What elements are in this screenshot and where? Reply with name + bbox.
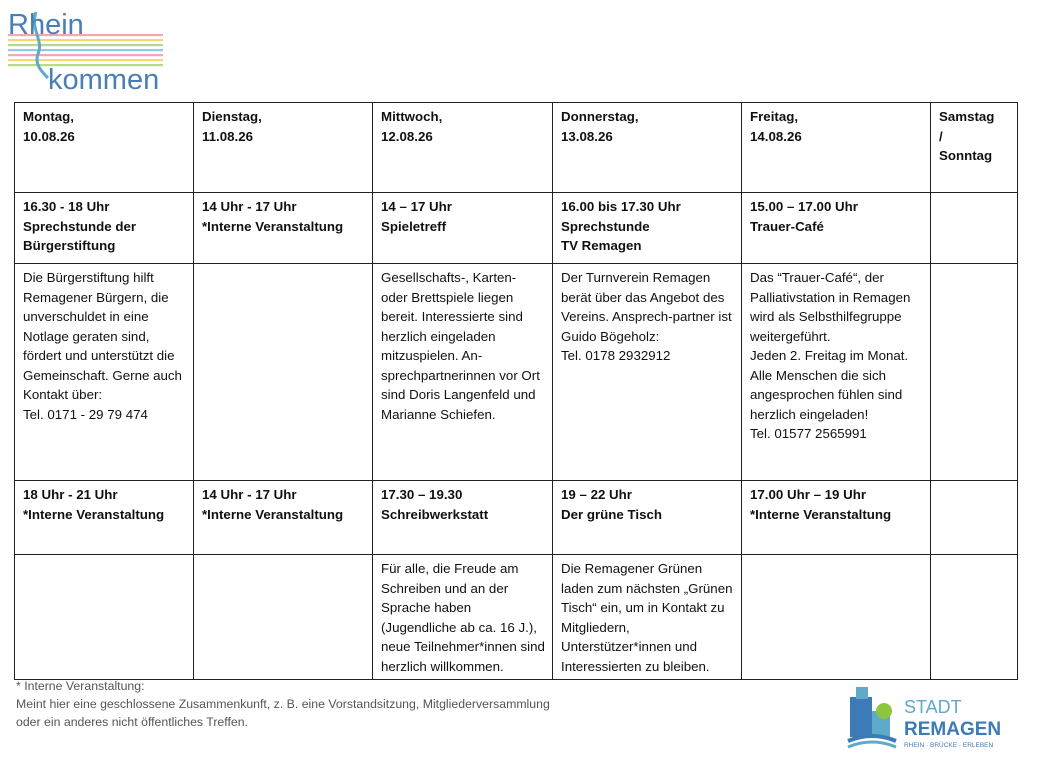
event-row-2	[15, 481, 1018, 555]
event-friday-1: 15.00 – 17.00 Uhr Trauer-Café	[742, 193, 931, 264]
day-weekend: Samstag / Sonntag	[931, 103, 1018, 193]
description-row-2	[15, 555, 1018, 680]
event-weekend-2	[931, 481, 1018, 555]
event-monday-1: 16.30 - 18 Uhr Sprechstunde der Bürgerstiftung	[15, 193, 194, 264]
description-friday-1: Das “Trauer-Café“, der Palliativstation in Remagen wird als Selbsthilfegruppe weitergeführt. Jeden 2. Freitag im Monat. Alle Menschen die sich angesprochen fühlen sind herzlich eingeladen! Tel. 01577 2565991	[742, 264, 931, 481]
logo-line1: Rhein	[8, 9, 84, 41]
description-wednesday-2: Für alle, die Freude am Schreiben und an der Sprache haben (Jugendliche ab ca. 16 J.), neue Teilnehmer*innen sind herzlich willkommen.	[373, 555, 553, 680]
description-tuesday-1	[194, 264, 373, 481]
description-thursday-1: Der Turnverein Remagen berät über das Angebot des Vereins. Ansprech-partner ist Guido Bögeholz: Tel. 0178 2932912	[553, 264, 742, 481]
event-wednesday-1: 14 – 17 Uhr Spieletreff	[373, 193, 553, 264]
day-wednesday: Mittwoch, 12.08.26	[373, 103, 553, 193]
day-friday: Freitag, 14.08.26	[742, 103, 931, 193]
description-row-1	[15, 264, 1018, 481]
footnote-line-2: Meint hier eine geschlossene Zusammenkunft, z. B. eine Vorstandsitzung, Mitgliederversammlung	[16, 697, 550, 711]
description-monday-2	[15, 555, 194, 680]
rheinkommen-logo	[8, 6, 168, 96]
event-row-1	[15, 193, 1018, 264]
event-thursday-2: 19 – 22 Uhr Der grüne Tisch	[553, 481, 742, 555]
event-wednesday-2: 17.30 – 19.30 Schreibwerkstatt	[373, 481, 553, 555]
event-tuesday-1: 14 Uhr - 17 Uhr *Interne Veranstaltung	[194, 193, 373, 264]
event-friday-2: 17.00 Uhr – 19 Uhr *Interne Veranstaltung	[742, 481, 931, 555]
stadt-remagen-logo	[846, 683, 1016, 753]
weekly-schedule-table	[14, 102, 1018, 680]
description-friday-2	[742, 555, 931, 680]
description-thursday-2: Die Remagener Grünen laden zum nächsten „Grünen Tisch“ ein, um in Kontakt zu Mitgliedern, Unterstützer*innen und Interessierten zu bleiben.	[553, 555, 742, 680]
remagen-line2: REMAGEN	[904, 719, 1002, 740]
event-weekend-1	[931, 193, 1018, 264]
description-weekend-2	[931, 555, 1018, 680]
footnote-line-3: oder ein anderes nicht öffentliches Treffen.	[16, 715, 248, 729]
footnote-title: * Interne Veranstaltung:	[16, 679, 145, 693]
event-monday-2: 18 Uhr - 21 Uhr *Interne Veranstaltung	[15, 481, 194, 555]
day-monday: Montag, 10.08.26	[15, 103, 194, 193]
remagen-tagline: RHEIN · BRÜCKE · ERLEBEN	[904, 742, 994, 749]
logo-line2: kommen	[48, 64, 160, 96]
description-monday-1: Die Bürgerstiftung hilft Remagener Bürgern, die unverschuldet in eine Notlage geraten sind, fördert und unterstützt die Gemeinschaft. Gerne auch Kontakt über: Tel. 0171 - 29 79 474	[15, 264, 194, 481]
footnote	[16, 677, 550, 731]
day-thursday: Donnerstag, 13.08.26	[553, 103, 742, 193]
event-tuesday-2: 14 Uhr - 17 Uhr *Interne Veranstaltung	[194, 481, 373, 555]
description-wednesday-1: Gesellschafts-, Karten- oder Brettspiele liegen bereit. Interessierte sind herzlich eingeladen mitzuspielen. An-sprechpartnerinnen vor Ort sind Doris Langenfeld und Marianne Schiefen.	[373, 264, 553, 481]
day-tuesday: Dienstag, 11.08.26	[194, 103, 373, 193]
event-thursday-1: 16.00 bis 17.30 Uhr Sprechstunde TV Remagen	[553, 193, 742, 264]
description-weekend-1	[931, 264, 1018, 481]
description-tuesday-2	[194, 555, 373, 680]
header-row	[15, 103, 1018, 193]
remagen-line1: STADT	[904, 697, 962, 717]
